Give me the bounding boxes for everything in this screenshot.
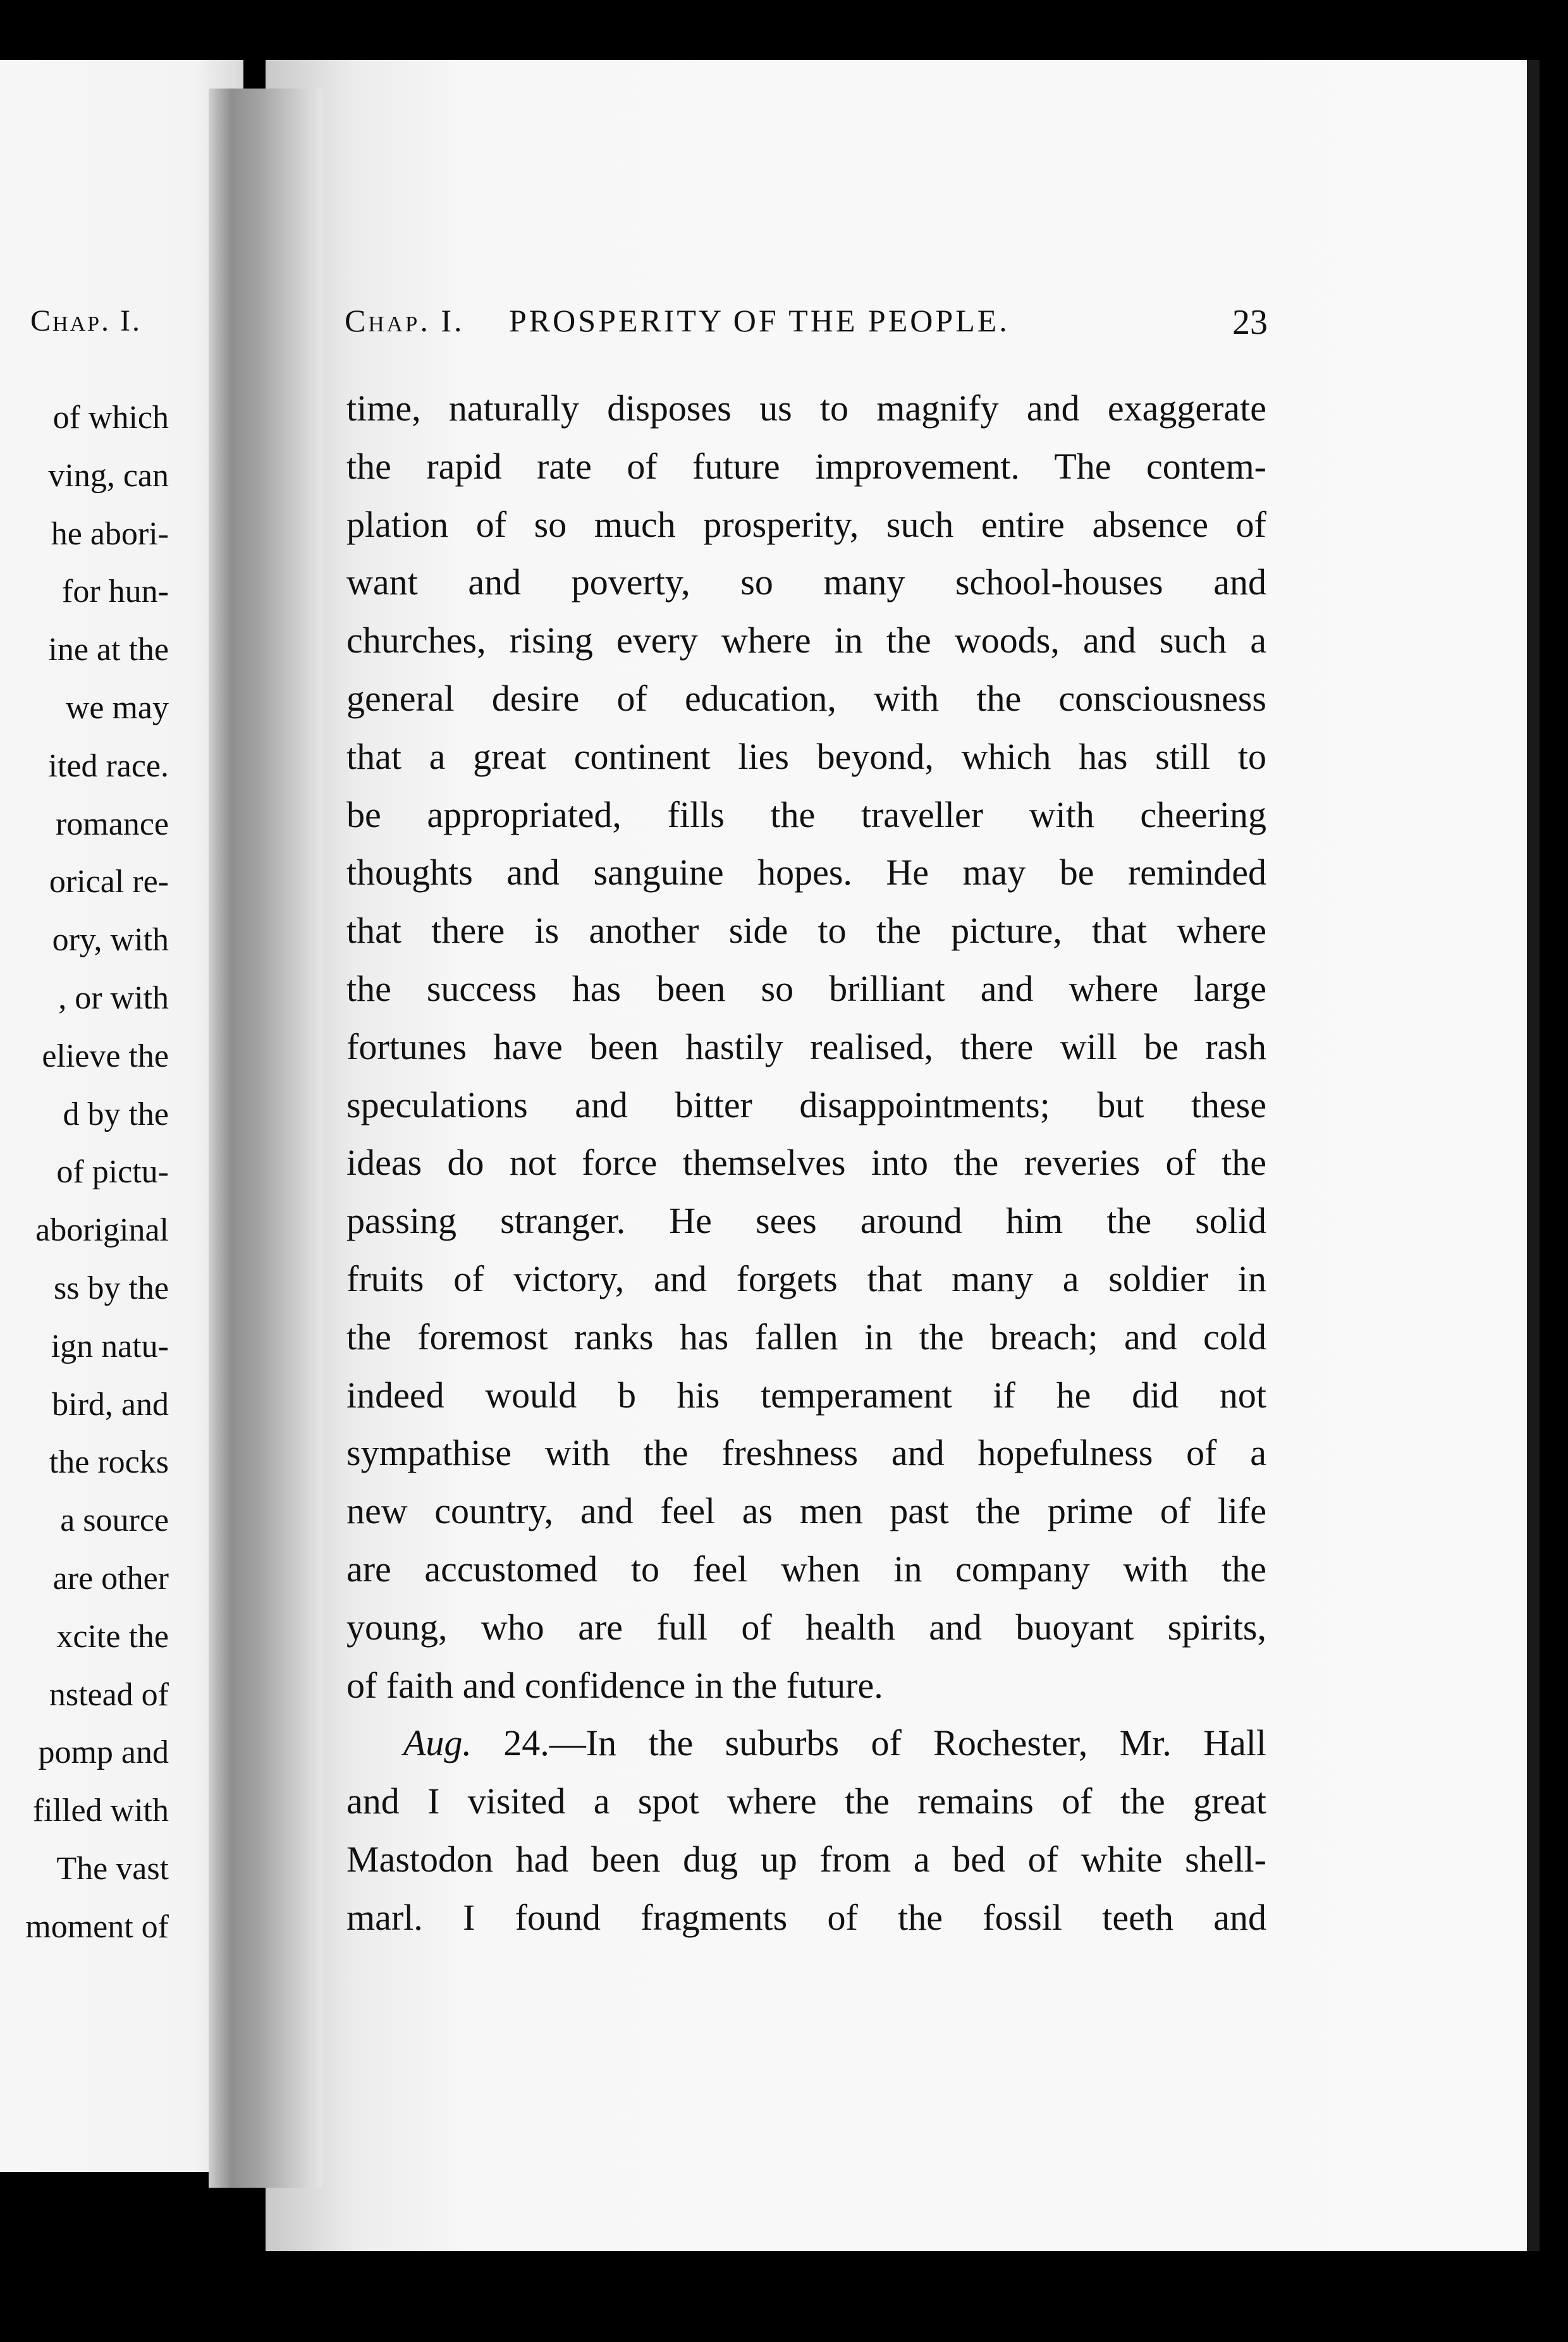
body-text bbox=[346, 379, 1266, 1947]
left-text-line: he abori- bbox=[51, 515, 169, 552]
text-line: the success has been so brilliant and where large bbox=[346, 967, 1266, 1009]
left-running-header: Chap. I. bbox=[30, 304, 142, 338]
text-line: plation of so much prosperity, such entire absence of bbox=[346, 503, 1266, 545]
text-line: be appropriated, fills the traveller with cheering bbox=[346, 794, 1266, 835]
text-line: passing stranger. He sees around him the solid bbox=[346, 1200, 1266, 1242]
text-line: time, naturally disposes us to magnify and exaggerate bbox=[346, 388, 1266, 429]
left-text-line: the rocks bbox=[49, 1444, 169, 1481]
left-page-text bbox=[25, 389, 169, 1956]
text-line: that a great continent lies beyond, which has still to bbox=[346, 735, 1266, 777]
text-line: indeed would b his temperament if he did not bbox=[346, 1374, 1266, 1416]
text-line: new country, and feel as men past the prime of life bbox=[346, 1490, 1266, 1532]
left-text-line: ign natu- bbox=[51, 1328, 169, 1364]
left-text-line: ine at the bbox=[48, 632, 169, 668]
left-text-line: nstead of bbox=[49, 1676, 169, 1713]
left-text-line: of pictu- bbox=[56, 1154, 169, 1191]
dated-entry-text: 24.—In the suburbs of Rochester, Mr. Hall bbox=[503, 1722, 1266, 1764]
left-text-line: xcite the bbox=[56, 1618, 169, 1655]
chapter-label: Chap. I. bbox=[345, 303, 465, 338]
running-header bbox=[345, 302, 1268, 353]
text-line: churches, rising every where in the woods, and such a bbox=[346, 620, 1266, 661]
page-edge-rule bbox=[1527, 60, 1540, 2251]
left-page bbox=[0, 60, 243, 2172]
left-text-line: a source bbox=[60, 1502, 169, 1539]
page-number: 23 bbox=[1232, 303, 1268, 342]
text-line: marl. I found fragments of the fossil teeth and bbox=[346, 1896, 1266, 1938]
left-text-line: of which bbox=[52, 400, 169, 436]
text-line: are accustomed to feel when in company with the bbox=[346, 1548, 1266, 1590]
left-text-line: ory, with bbox=[52, 922, 169, 959]
text-line: that there is another side to the picture, that where bbox=[346, 910, 1266, 952]
text-line: ideas do not force themselves into the reveries of the bbox=[346, 1142, 1266, 1184]
text-line: young, who are full of health and buoyant spirits, bbox=[346, 1606, 1266, 1648]
text-line: fruits of victory, and forgets that many a soldier in bbox=[346, 1258, 1266, 1299]
text-line: thoughts and sanguine hopes. He may be reminded bbox=[346, 852, 1266, 893]
left-text-line: ss by the bbox=[54, 1270, 169, 1306]
left-text-line: elieve the bbox=[42, 1038, 169, 1074]
left-text-line: orical re- bbox=[49, 864, 169, 900]
text-line: general desire of education, with the consciousness bbox=[346, 677, 1266, 719]
left-text-line: filled with bbox=[32, 1793, 169, 1829]
text-line: fortunes have been hastily realised, there will be rash bbox=[346, 1026, 1266, 1067]
date-label: Aug. bbox=[403, 1722, 472, 1764]
left-text-line: are other bbox=[52, 1560, 169, 1597]
left-text-line: d by the bbox=[63, 1096, 169, 1132]
left-text-line: we may bbox=[65, 689, 169, 726]
text-line: the foremost ranks has fallen in the breach; and cold bbox=[346, 1316, 1266, 1358]
left-text-line: pomp and bbox=[38, 1734, 169, 1771]
left-text-line: bird, and bbox=[52, 1386, 169, 1423]
left-text-line: ited race. bbox=[48, 747, 169, 784]
text-line: speculations and bitter disappointments; but these bbox=[346, 1084, 1266, 1125]
left-text-line: aboriginal bbox=[35, 1212, 169, 1249]
left-text-line: moment of bbox=[25, 1908, 169, 1945]
left-text-line: , or with bbox=[58, 979, 169, 1016]
text-line: the rapid rate of future improvement. The contem- bbox=[346, 445, 1266, 487]
left-text-line: The vast bbox=[56, 1850, 169, 1887]
running-title: PROSPERITY OF THE PEOPLE. bbox=[509, 303, 1010, 338]
left-text-line: romance bbox=[55, 806, 169, 842]
text-line: sympathise with the freshness and hopefulness of a bbox=[346, 1432, 1266, 1474]
text-line: and I visited a spot where the remains of the great bbox=[346, 1781, 1266, 1822]
dated-entry-line bbox=[346, 1714, 1266, 1772]
text-line: Mastodon had been dug up from a bed of white shell- bbox=[346, 1838, 1266, 1880]
book-spine-shadow bbox=[209, 89, 322, 2188]
text-line: want and poverty, so many school-houses and bbox=[346, 561, 1266, 603]
left-text-line: for hun- bbox=[62, 573, 169, 610]
left-text-line: ving, can bbox=[48, 457, 169, 494]
text-line: of faith and confidence in the future. bbox=[346, 1664, 883, 1706]
